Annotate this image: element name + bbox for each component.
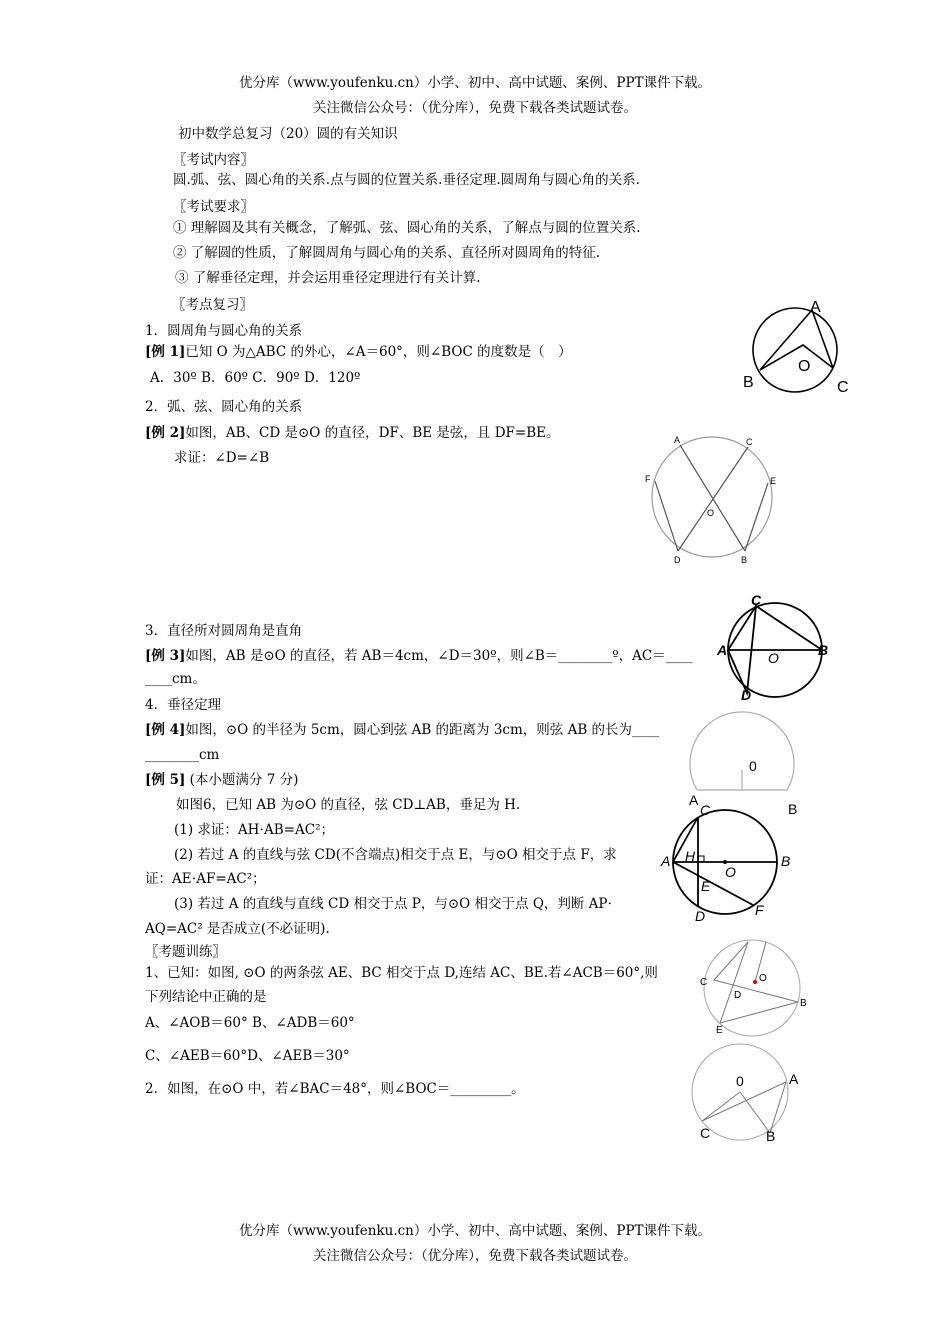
label-d: D <box>674 555 681 565</box>
example-tag: [例 5] <box>145 772 186 788</box>
label-b: B <box>766 1128 776 1144</box>
label-e: E <box>716 1025 723 1036</box>
label-b: B <box>781 853 791 869</box>
chord-ac <box>702 1082 786 1121</box>
chord-be <box>720 1002 798 1023</box>
training-q1-options-ab: A、∠AOB＝60° B、∠ADB＝60° <box>145 1015 355 1031</box>
label-f: F <box>755 902 764 918</box>
triangle-sides <box>760 310 833 370</box>
example-text: 如图，AB、CD 是⊙O 的直径，DF、BE 是弦，且 DF=BE。 <box>185 425 560 441</box>
figure-2-diameters <box>640 425 790 575</box>
example-tag: [例 3] <box>145 648 186 664</box>
example-tag: [例 1] <box>145 344 186 360</box>
label-c: C <box>700 802 711 818</box>
example-5-q2-cont: 证：AE⋅AF=AC²； <box>145 871 266 887</box>
label-o: O <box>759 973 767 984</box>
label-a: A <box>717 642 728 658</box>
exam-content-heading: 〖考试内容〗 <box>173 152 254 168</box>
example-text: 如图，⊙O 的半径为 5cm，圆心到弦 AB 的距离为 3cm，则弦 AB 的长为____ <box>185 722 660 738</box>
label-d: D <box>734 990 742 1001</box>
chords-ac-cb <box>728 606 822 650</box>
header-line-2: 关注微信公众号：（优分库），免费下载各类试题试卷。 <box>313 100 637 116</box>
radius-ob <box>740 1092 770 1133</box>
label-b: B <box>743 374 754 391</box>
section-3-title: 3．直径所对圆周角是直角 <box>145 623 303 639</box>
training-q1-line1: 1、已知：如图, ⊙O 的两条弦 AE、BC 相交于点 D,连结 AC、BE.若∠ACB＝60°,则 <box>145 965 658 981</box>
training-heading: 〖考题训练〗 <box>145 944 226 960</box>
figure-1-circumcircle <box>740 295 860 405</box>
example-text: 如图，AB 是⊙O 的直径，若 AB＝4cm，∠D＝30º，则∠B＝________º，AC＝____ <box>185 648 693 664</box>
example-2-prove: 求证：∠D=∠B <box>174 450 270 466</box>
line-af <box>673 862 753 905</box>
example-1 <box>145 343 572 361</box>
label-c: C <box>700 977 708 988</box>
label-a: A <box>674 435 681 445</box>
figure-7-inscribed-angle <box>680 1038 810 1148</box>
figure-3-diameter-right-angle <box>715 593 840 703</box>
label-h: H <box>685 848 696 864</box>
example-text: 已知 O 为△ABC 的外心，∠A＝60°，则∠BOC 的度数是（ ） <box>185 344 572 360</box>
section-1-title: 1．圆周角与圆心角的关系 <box>145 323 303 339</box>
label-e: E <box>770 476 777 486</box>
label-b: B <box>741 555 748 565</box>
requirement-item: ① 理解圆及其有关概念，了解弧、弦、圆心角的关系，了解点与圆的位置关系. <box>173 220 641 236</box>
label-o: O <box>798 358 811 375</box>
review-heading: 〖考点复习〗 <box>172 297 253 313</box>
label-c: C <box>746 437 753 447</box>
label-c: C <box>837 379 849 396</box>
example-3-cont: ____cm。 <box>145 671 206 687</box>
chord-ca <box>714 942 748 980</box>
training-q1-options-cd: C、∠AEB＝60°D、∠AEB＝30° <box>145 1048 350 1064</box>
label-f: F <box>645 474 651 484</box>
example-4 <box>145 721 659 739</box>
example-tag: [例 2] <box>145 425 186 441</box>
page-title: 初中数学总复习（20）圆的有关知识 <box>178 126 398 142</box>
label-o: 0 <box>736 1073 744 1089</box>
example-5-q3: (3) 若过 A 的直线与直线 CD 相交于点 P，与⊙O 相交于点 Q，判断 AP⋅ <box>174 896 613 912</box>
diameter-cd <box>678 447 748 551</box>
exam-content-text: 圆.弧、弦、圆心角的关系.点与圆的位置关系.垂径定理.圆周角与圆心角的关系. <box>173 172 640 188</box>
label-b: B <box>818 642 829 658</box>
example-1-options: A．30º B．60º C．90º D．120º <box>150 370 361 386</box>
example-text: (本小题满分 7 分) <box>185 772 299 788</box>
label-d: D <box>741 687 752 703</box>
chord-ab <box>770 1082 786 1133</box>
example-5-q1: (1) 求证：AH⋅AB=AC²； <box>174 822 335 838</box>
section-4-title: 4．垂径定理 <box>145 697 222 713</box>
footer-line-1: 优分库（www.youfenku.cn）小学、初中、高中试题、案例、PPT课件下载。 <box>238 1223 712 1239</box>
circle <box>704 940 800 1036</box>
example-3 <box>145 647 693 665</box>
footer-line-2: 关注微信公众号：（优分库），免费下载各类试题试卷。 <box>313 1248 637 1264</box>
example-4-cont: ________cm <box>145 747 220 763</box>
label-c: C <box>700 1125 711 1141</box>
section-2-title: 2．弧、弦、圆心角的关系 <box>145 399 303 415</box>
label-a: A <box>810 299 821 316</box>
label-d: D <box>695 908 706 924</box>
requirement-item: ③ 了解垂径定理，并会运用垂径定理进行有关计算. <box>175 270 481 286</box>
diameter-ab <box>680 445 745 551</box>
label-a: A <box>789 1071 799 1087</box>
example-5-q3-cont: AQ=AC² 是否成立(不必证明). <box>145 921 330 937</box>
label-o: O <box>725 864 736 880</box>
right-angle-mark <box>698 856 704 862</box>
chord-df <box>655 481 678 551</box>
training-q1-line2: 下列结论中正确的是 <box>145 989 267 1005</box>
label-o: O <box>707 508 715 518</box>
example-5-q2: (2) 若过 A 的直线与弦 CD(不含端点)相交于点 E，与⊙O 相交于点 F，求 <box>174 847 617 863</box>
figure-5-perpendicular-chord <box>655 802 800 924</box>
example-5-intro: 如图6，已知 AB 为⊙O 的直径，弦 CD⊥AB，垂足为 H. <box>176 797 521 813</box>
example-tag: [例 4] <box>145 722 186 738</box>
example-5-head <box>145 771 298 789</box>
label-b: B <box>800 998 807 1009</box>
label-o: O <box>768 650 779 666</box>
example-2 <box>145 424 560 442</box>
training-q2: 2．如图，在⊙O 中，若∠BAC＝48°，则∠BOC＝_________。 <box>145 1081 525 1097</box>
label-o: 0 <box>749 758 757 774</box>
label-e: E <box>701 878 711 894</box>
header-line-1: 优分库（www.youfenku.cn）小学、初中、高中试题、案例、PPT课件下载。 <box>238 75 712 91</box>
chord-be <box>745 483 768 551</box>
figure-6-intersecting-chords <box>690 935 815 1035</box>
label-a: A <box>661 853 671 869</box>
label-c: C <box>751 592 762 608</box>
label-b: B <box>788 801 798 817</box>
requirement-item: ② 了解圆的性质，了解圆周角与圆心角的关系、直径所对圆周角的特征. <box>173 245 601 261</box>
exam-requirements-heading: 〖考试要求〗 <box>173 199 254 215</box>
center-point <box>753 980 757 984</box>
label-a: A <box>689 792 699 808</box>
